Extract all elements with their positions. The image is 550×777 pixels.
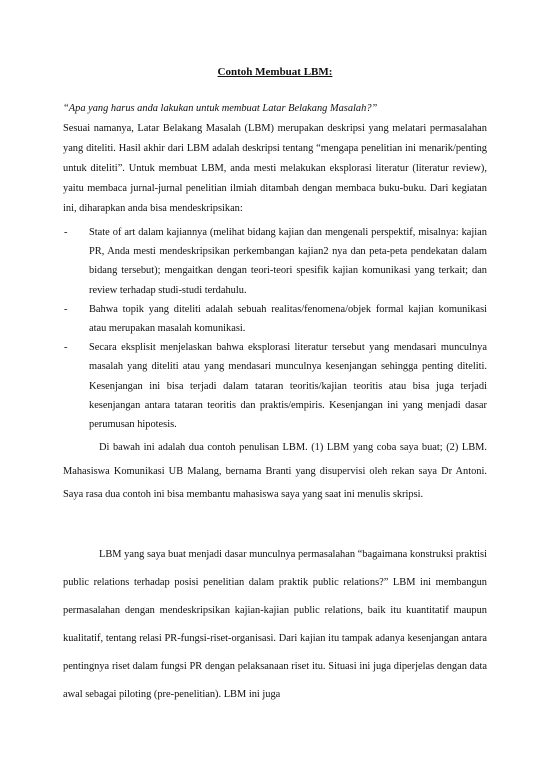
- list-item: [63, 300, 487, 338]
- list-item: [63, 338, 487, 434]
- list-item: [63, 223, 487, 300]
- bullet-dash: -: [64, 342, 68, 354]
- list-item-text: State of art dalam kajiannya (melihat bidang kajian dan mengenali perspektif, misalnya: kajian PR, Anda mesti mendeskripsikan perkembangan kajian2 nya dan peta-peta pendekatan dalam bidang tersebut); mengaitkan dengan teori-teori spesifik kajian komunikasi yang terkait; dan review terhadap studi-studi terdahulu.: [89, 227, 487, 296]
- examples-paragraph: Di bawah ini adalah dua contoh penulisan LBM. (1) LBM yang coba saya buat; (2) LBM. Mahasiswa Komunikasi UB Malang, bernama Branti yang disupervisi oleh rekan saya Dr Antoni. Saya rasa dua contoh ini bisa membantu mahasiswa saya yang saat ini menulis skripsi.: [63, 442, 487, 501]
- list-item-text: Secara eksplisit menjelaskan bahwa eksplorasi literatur tersebut yang mendasari munculnya masalah yang diteliti atau yang mendasari munculnya kesenjangan sehingga penting diteliti. Kesenjangan ini bisa terjadi dalam tataran teoritis/kajian teoritis atau bisa juga terjadi kesenjangan antara tataran teoritis dan praktis/empiris. Kesenjangan ini yang menjadi dasar perumusan hipotesis.: [89, 342, 487, 431]
- lbm-description-paragraph: LBM yang saya buat menjadi dasar munculnya permasalahan “bagaimana konstruksi praktisi public relations terhadap posisi penelitian dalam praktik public relations?” LBM ini membangun permasalahan dengan mendeskripsikan kajian-kajian public relations, baik itu kuantitatif maupun kualitatif, tentang relasi PR-fungsi-riset-organisasi. Dari kajian itu tampak adanya kesenjangan antara pentingnya riset dalam fungsi PR dengan pelaksanaan riset itu. Situasi ini juga diperjelas dengan data awal sebagai piloting (pre-penelitian). LBM ini juga: [63, 549, 487, 700]
- bullet-dash: -: [64, 227, 68, 238]
- document-title: Contoh Membuat LBM:: [217, 66, 333, 78]
- intro-paragraph: Sesuai namanya, Latar Belakang Masalah (LBM) merupakan deskripsi yang melatari permasalahan yang diteliti. Hasil akhir dari LBM adalah deskripsi tentang “mengapa penelitian ini menarik/penting untuk diteliti”. Untuk membuat LBM, anda mesti melakukan eksplorasi literatur (literatur review), yaitu membaca jurnal-jurnal penelitian ilmiah ditambah dengan membaca buku-buku. Dari kegiatan ini, diharapkan anda bisa mendeskripsikan:: [63, 123, 487, 215]
- list-item-text: Bahwa topik yang diteliti adalah sebuah realitas/fenomena/objek formal kajian komunikasi atau merupakan masalah komunikasi.: [89, 303, 487, 335]
- requirements-list: [63, 223, 487, 434]
- bullet-dash: -: [64, 303, 68, 315]
- guiding-question: “Apa yang harus anda lakukan untuk membuat Latar Belakang Masalah?”: [63, 103, 378, 114]
